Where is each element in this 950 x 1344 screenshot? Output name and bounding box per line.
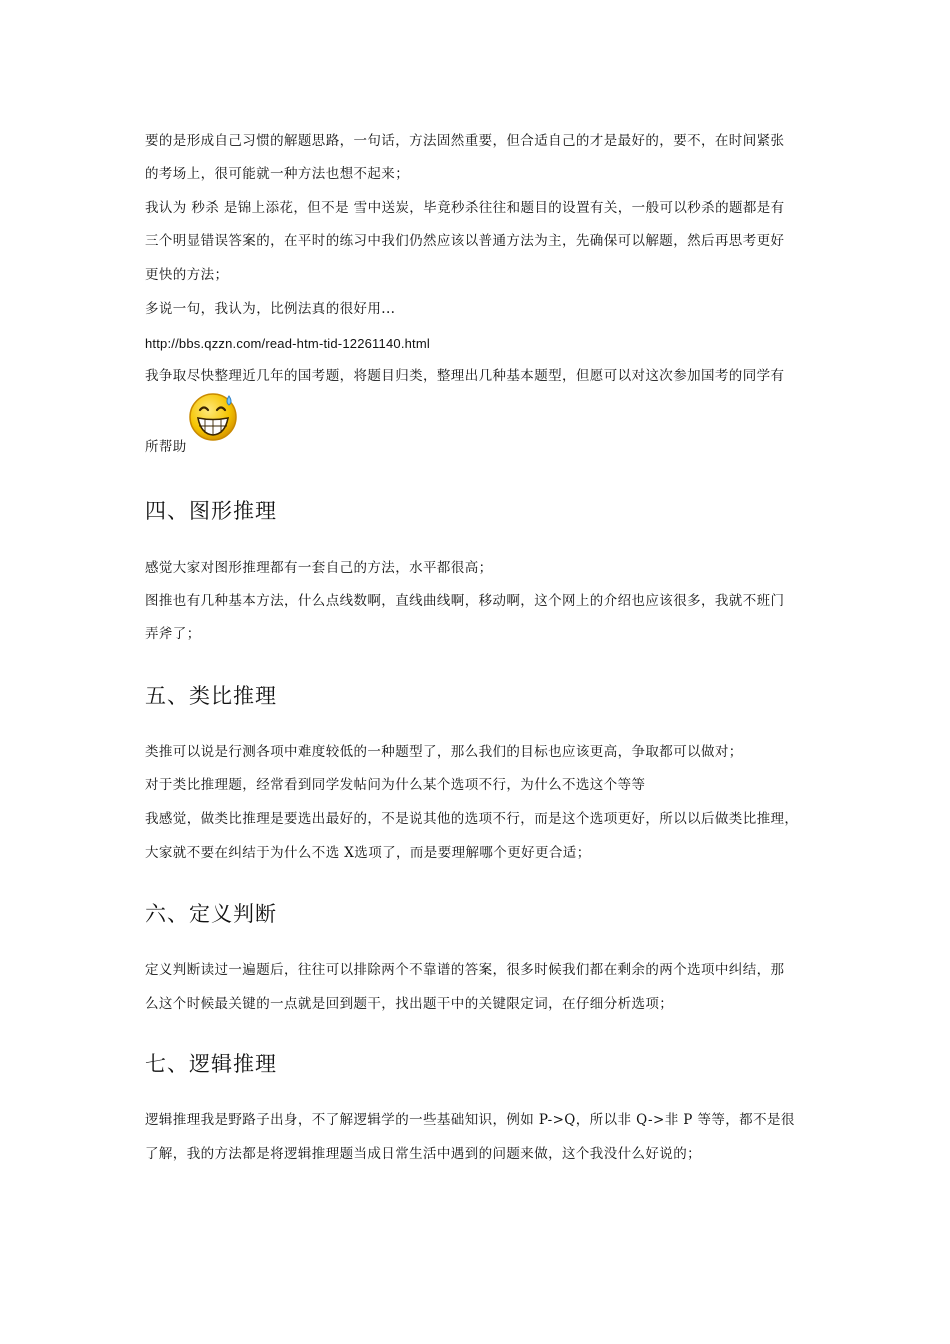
paragraph-line: 我感觉，做类比推理是要选出最好的，不是说其他的选项不行，而是这个选项更好，所以以后做类比推理， [145,811,799,827]
paragraph-line: 所帮助 [145,439,187,455]
paragraph-line: 我争取尽快整理近几年的国考题，将题目归类，整理出几种基本题型，但愿可以对这次参加国考的同学有 [145,368,785,384]
paragraph-line: 图推也有几种基本方法，什么点线数啊，直线曲线啊，移动啊，这个网上的介绍也应该很多，我就不班门 [145,593,785,609]
paragraph-line: 弄斧了； [145,626,201,642]
paragraph-line: 么这个时候最关键的一点就是回到题干，找出题干中的关键限定词，在仔细分析选项； [145,996,674,1012]
paragraph-line: 要的是形成自己习惯的解题思路，一句话，方法固然重要，但合适自己的才是最好的，要不，在时间紧张 [145,133,785,149]
paragraph-line: 的考场上，很可能就一种方法也想不起来； [145,166,410,182]
paragraph-line: 更快的方法； [145,267,229,283]
paragraph-line: 大家就不要在纠结于为什么不选 X选项了，而是要理解哪个更好更合适； [145,845,591,861]
paragraph-line: 对于类比推理题，经常看到同学发帖问为什么某个选项不行，为什么不选这个等等 [145,777,646,793]
section-heading: 七、逻辑推理 [145,1052,277,1076]
paragraph-line: 多说一句，我认为，比例法真的很好用... [145,301,396,317]
paragraph-line: 类推可以说是行测各项中难度较低的一种题型了，那么我们的目标也应该更高，争取都可以做对； [145,744,743,760]
section-heading: 五、类比推理 [145,684,277,708]
paragraph-line: 感觉大家对图形推理都有一套自己的方法，水平都很高； [145,560,493,576]
paragraph-line: 了解，我的方法都是将逻辑推理题当成日常生活中遇到的问题来做，这个我没什么好说的； [145,1146,701,1162]
section-heading: 六、定义判断 [145,902,277,926]
grinning-sweat-face-icon [187,390,239,442]
forum-link[interactable]: http://bbs.qzzn.com/read-htm-tid-12261140.html [145,336,430,351]
paragraph-line: 定义判断读过一遍题后，往往可以排除两个不靠谱的答案，很多时候我们都在剩余的两个选项中纠结，那 [145,962,785,978]
paragraph-line: 我认为 秒杀 是锦上添花，但不是 雪中送炭，毕竟秒杀往往和题目的设置有关，一般可以秒杀的题都是有 [145,200,785,216]
paragraph-line: 逻辑推理我是野路子出身，不了解逻辑学的一些基础知识，例如 P->Q，所以非 Q->非 P 等等，都不是很 [145,1112,795,1128]
paragraph-line: 三个明显错误答案的，在平时的练习中我们仍然应该以普通方法为主，先确保可以解题，然后再思考更好 [145,233,785,249]
section-heading: 四、图形推理 [145,499,277,523]
